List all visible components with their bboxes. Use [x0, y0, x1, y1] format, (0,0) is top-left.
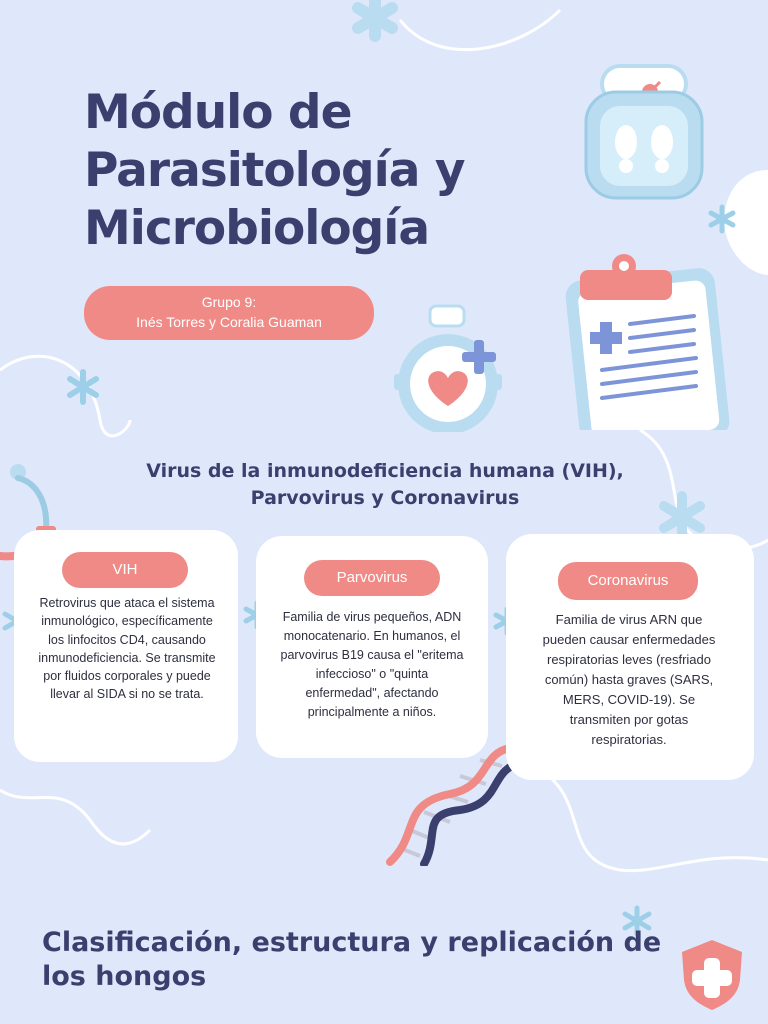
asterisk-icon — [64, 368, 102, 406]
dna-icon — [380, 744, 520, 866]
section-title-virus: Virus de la inmunodeficiencia humana (VIH), Parvovirus y Coronavirus — [146, 460, 624, 509]
card-label-parvovirus: Parvovirus — [304, 560, 440, 596]
group-badge — [84, 286, 374, 340]
card-text-vih: Retrovirus que ataca el sistema inmunológico, específicamente los linfocitos CD4, causando inmunodeficiencia. Se transmite por fluidos corporales y puede llevar al SIDA si no se trata. — [38, 596, 216, 702]
asterisk-icon — [340, 0, 410, 52]
scale-icon — [582, 62, 706, 202]
card-label-vih: VIH — [62, 552, 188, 588]
group-number: Grupo 9: — [201, 294, 257, 310]
clipboard-icon — [562, 244, 732, 430]
section-title-hongos: Clasificación, estructura y replicación de los hongos — [42, 927, 662, 992]
card-coronavirus — [506, 534, 754, 780]
card-parvovirus — [256, 536, 488, 758]
card-text-parvovirus: Familia de virus pequeños, ADN monocatenario. En humanos, el parvovirus B19 causa el "eritema infeccioso" o "quinta enfermedad", afectando principalmente a niños. — [280, 610, 464, 719]
asterisk-icon — [706, 203, 738, 235]
card-vih — [14, 530, 238, 762]
card-label-coronavirus: Coronavirus — [558, 562, 698, 600]
group-members: Inés Torres y Coralia Guaman — [136, 314, 322, 330]
shield-cross-icon — [676, 936, 748, 1012]
page-title: Módulo de Parasitología y Microbiología — [84, 85, 465, 256]
heart-monitor-icon — [386, 304, 510, 432]
card-text-coronavirus: Familia de virus ARN que pueden causar enfermedades respiratorias leves (resfriado común) hasta graves (SARS, MERS, COVID-19). Se transmiten por gotas respiratorias. — [542, 612, 716, 747]
